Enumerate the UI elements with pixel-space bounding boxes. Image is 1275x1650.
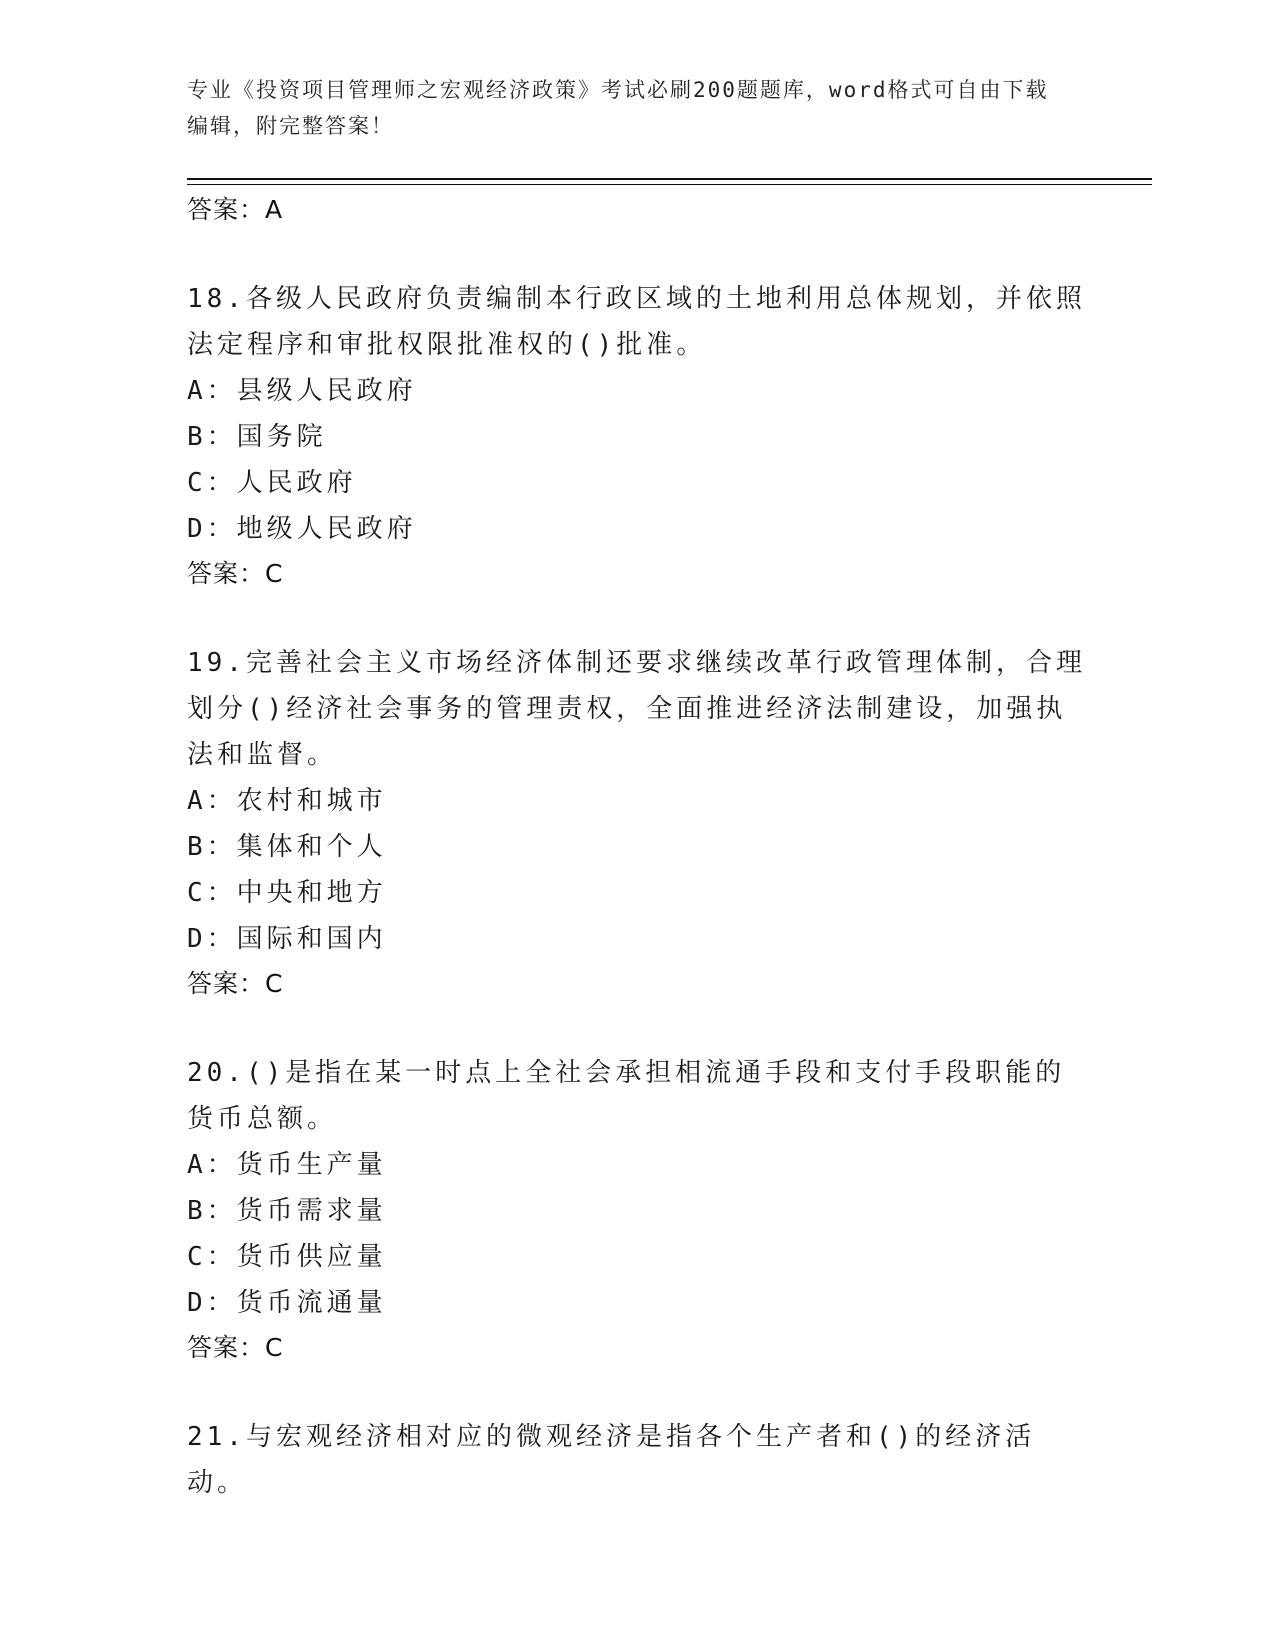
question-stem: 18.各级人民政府负责编制本行政区域的土地利用总体规划，并依照法定程序和审批权限批准权的()批准。 — [187, 284, 1086, 360]
question-block — [187, 640, 1087, 1006]
question-option: C：中央和地方 — [187, 878, 387, 908]
answer-line: 答案：C — [187, 559, 284, 588]
question-option: D：货币流通量 — [187, 1288, 387, 1318]
question-option: B：货币需求量 — [187, 1196, 387, 1226]
header-rule-thin — [187, 184, 1152, 185]
question-option: D：地级人民政府 — [187, 514, 417, 544]
spacer — [187, 596, 1087, 640]
answer-line: 答案：C — [187, 969, 284, 998]
question-stem: 20.()是指在某一时点上全社会承担相流通手段和支付手段职能的货币总额。 — [187, 1058, 1066, 1134]
question-option: B：集体和个人 — [187, 832, 387, 862]
question-option: D：国际和国内 — [187, 924, 387, 954]
question-option: A：县级人民政府 — [187, 376, 417, 406]
question-stem: 19.完善社会主义市场经济体制还要求继续改革行政管理体制，合理划分()经济社会事务的管理责权，全面推进经济法制建设，加强执法和监督。 — [187, 648, 1086, 770]
question-block — [187, 1414, 1087, 1506]
question-option: C：人民政府 — [187, 468, 357, 498]
question-option: A：农村和城市 — [187, 786, 387, 816]
spacer — [187, 1006, 1087, 1050]
spacer — [187, 232, 1087, 276]
answer-line: 答案：A — [187, 195, 284, 224]
document-body — [187, 188, 1087, 1506]
question-option: C：货币供应量 — [187, 1242, 387, 1272]
question-option: A：货币生产量 — [187, 1150, 387, 1180]
question-block — [187, 276, 1087, 596]
spacer — [187, 1370, 1087, 1414]
question-block — [187, 1050, 1087, 1370]
answer-line: 答案：C — [187, 1333, 284, 1362]
header-rule — [187, 178, 1152, 180]
question-option: B：国务院 — [187, 422, 327, 452]
page-header: 专业《投资项目管理师之宏观经济政策》考试必刷200题题库，word格式可自由下载编辑，附完整答案！ — [187, 78, 1049, 138]
question-stem: 21.与宏观经济相对应的微观经济是指各个生产者和()的经济活动。 — [187, 1422, 1036, 1498]
